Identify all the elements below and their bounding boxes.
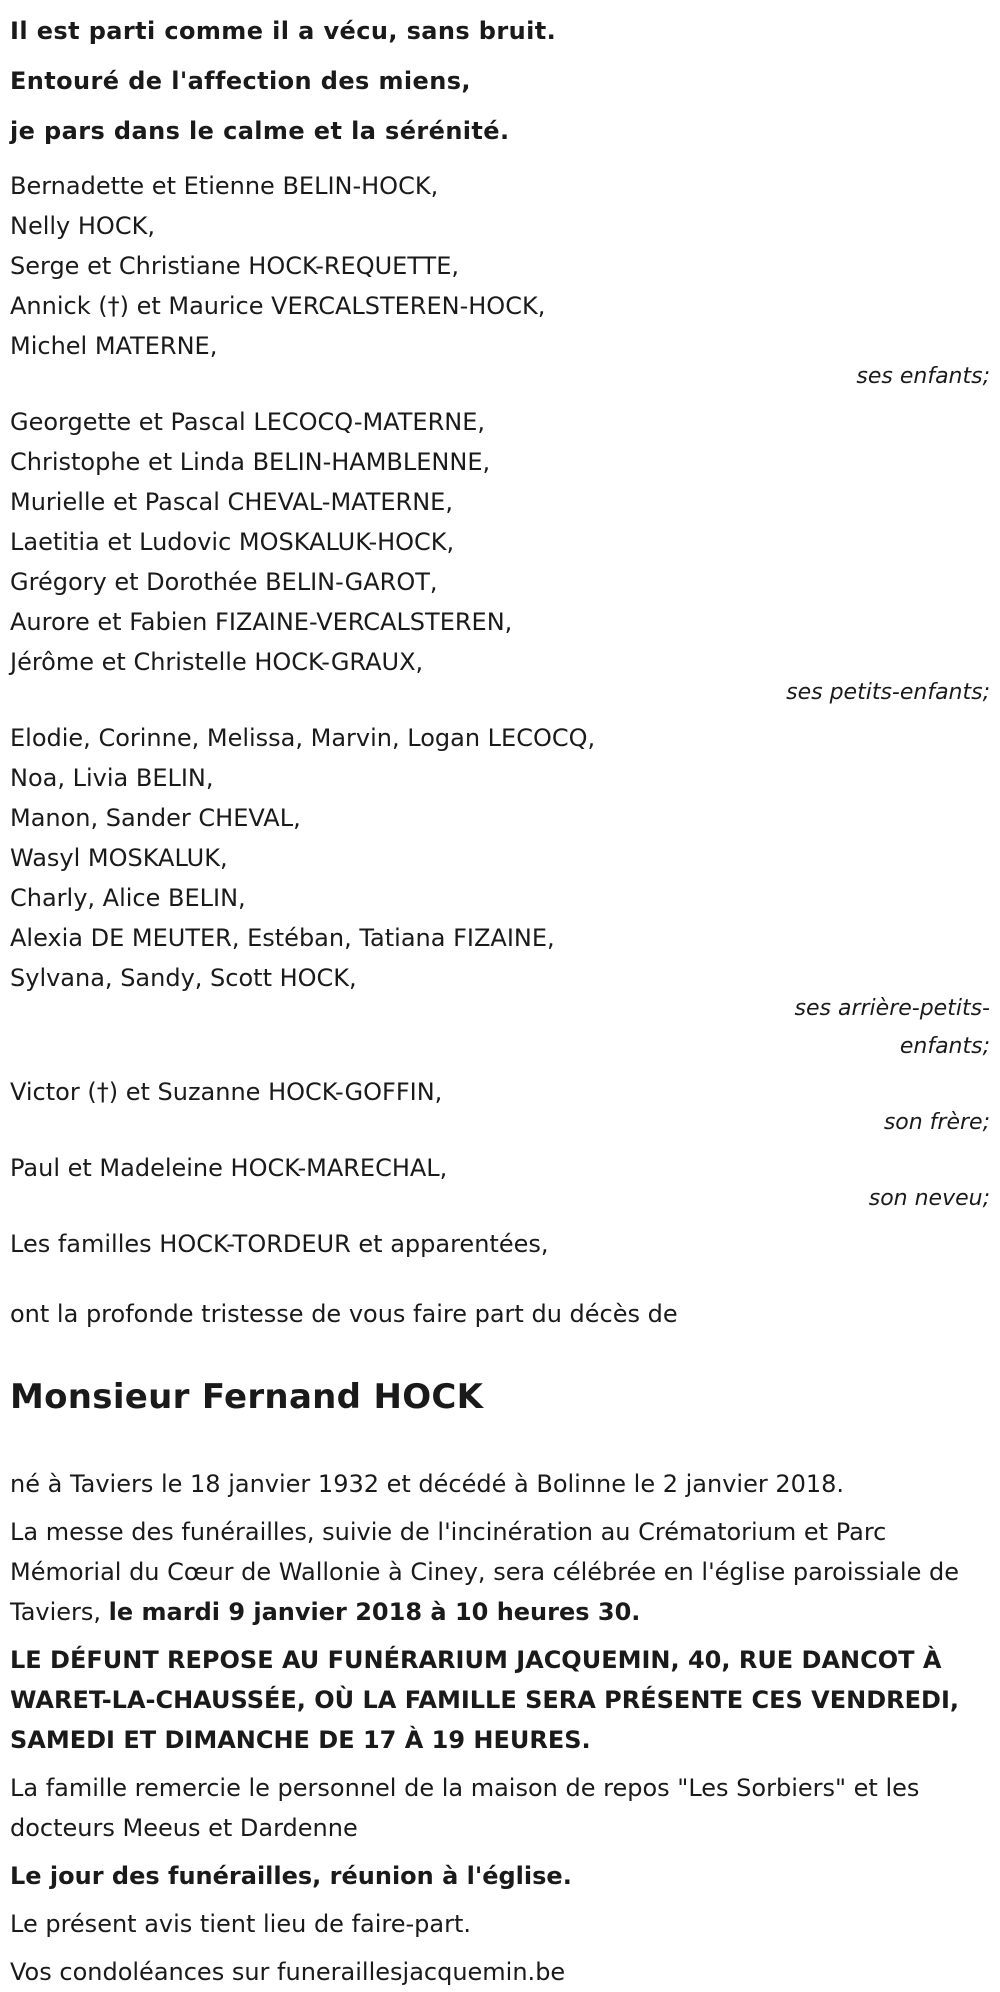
mass-info <box>10 1512 990 1632</box>
family-member: Nelly HOCK, <box>10 212 155 240</box>
family-member: Elodie, Corinne, Melissa, Marvin, Logan LECOCQ, <box>10 724 596 752</box>
family-member: Victor (†) et Suzanne HOCK-GOFFIN, <box>10 1078 443 1106</box>
meeting-info: Le jour des funérailles, réunion à l'église. <box>10 1862 572 1890</box>
thanks: La famille remercie le personnel de la maison de repos "Les Sorbiers" et les docteurs Meeus et Dardenne <box>10 1774 920 1842</box>
epitaph <box>10 6 1000 156</box>
family-member: Annick (†) et Maurice VERCALSTEREN-HOCK, <box>10 292 546 320</box>
obituary-notice <box>0 6 1000 1986</box>
family-member: Noa, Livia BELIN, <box>10 764 214 792</box>
family-member: Manon, Sander CHEVAL, <box>10 804 301 832</box>
family-member: Michel MATERNE, <box>10 332 218 360</box>
funerarium-info: LE DÉFUNT REPOSE AU FUNÉRARIUM JACQUEMIN, 40, RUE DANCOT À WARET-LA-CHAUSSÉE, OÙ LA FAMILLE SERA PRÉSENTE CES VENDREDI, SAMEDI ET DIMANCHE DE 17 À 19 HEURES. <box>10 1646 959 1754</box>
family-group-great-grandchildren <box>10 718 990 1066</box>
mass-intro: La messe des funérailles, suivie de l'incinération au Crématorium et Parc Mémorial du Cœur de Wallonie à Ciney, sera célébrée en l'église paroissiale de Taviers, <box>10 1518 959 1626</box>
family-member: Paul et Madeleine HOCK-MARECHAL, <box>10 1154 448 1182</box>
family-member: Grégory et Dorothée BELIN-GAROT, <box>10 568 438 596</box>
family-member: Murielle et Pascal CHEVAL-MATERNE, <box>10 488 453 516</box>
relation-label: son neveu; <box>868 1186 990 1211</box>
relation-label: ses arrière-petits-enfants; <box>794 996 990 1059</box>
family-member: Alexia DE MEUTER, Estéban, Tatiana FIZAINE, <box>10 924 555 952</box>
family-member: Charly, Alice BELIN, <box>10 884 246 912</box>
relation-label: ses petits-enfants; <box>786 680 990 705</box>
family-member: Christophe et Linda BELIN-HAMBLENNE, <box>10 448 491 476</box>
epitaph-line: je pars dans le calme et la sérénité. <box>10 117 510 145</box>
birth-death: né à Taviers le 18 janvier 1932 et décédé à Bolinne le 2 janvier 2018. <box>10 1470 845 1498</box>
family-group-brother <box>10 1072 990 1142</box>
notice-text: Le présent avis tient lieu de faire-part. <box>10 1910 472 1938</box>
epitaph-line: Il est parti comme il a vécu, sans bruit. <box>10 17 557 45</box>
family-group-families <box>10 1224 990 1264</box>
family-group-grandchildren <box>10 402 990 712</box>
family-member: Jérôme et Christelle HOCK-GRAUX, <box>10 648 424 676</box>
family-member: Bernadette et Etienne BELIN-HOCK, <box>10 172 439 200</box>
family-member: Sylvana, Sandy, Scott HOCK, <box>10 964 357 992</box>
funeral-details <box>10 1464 990 1992</box>
family-group-children <box>10 166 990 396</box>
relation-label: son frère; <box>883 1110 990 1135</box>
family-list <box>10 166 990 1264</box>
relation-label: ses enfants; <box>856 364 990 389</box>
family-member: Aurore et Fabien FIZAINE-VERCALSTEREN, <box>10 608 513 636</box>
family-member: Les familles HOCK-TORDEUR et apparentées, <box>10 1230 549 1258</box>
condolences-text: Vos condoléances sur funeraillesjacquemin.be <box>10 1958 566 1986</box>
family-member: Georgette et Pascal LECOCQ-MATERNE, <box>10 408 485 436</box>
family-member: Serge et Christiane HOCK-REQUETTE, <box>10 252 460 280</box>
deceased-name: Monsieur Fernand HOCK <box>10 1377 484 1417</box>
family-member: Wasyl MOSKALUK, <box>10 844 228 872</box>
announcement: ont la profonde tristesse de vous faire part du décès de <box>10 1300 678 1328</box>
mass-date: le mardi 9 janvier 2018 à 10 heures 30. <box>108 1598 641 1626</box>
epitaph-line: Entouré de l'affection des miens, <box>10 67 471 95</box>
family-member: Laetitia et Ludovic MOSKALUK-HOCK, <box>10 528 455 556</box>
family-group-nephew <box>10 1148 990 1218</box>
